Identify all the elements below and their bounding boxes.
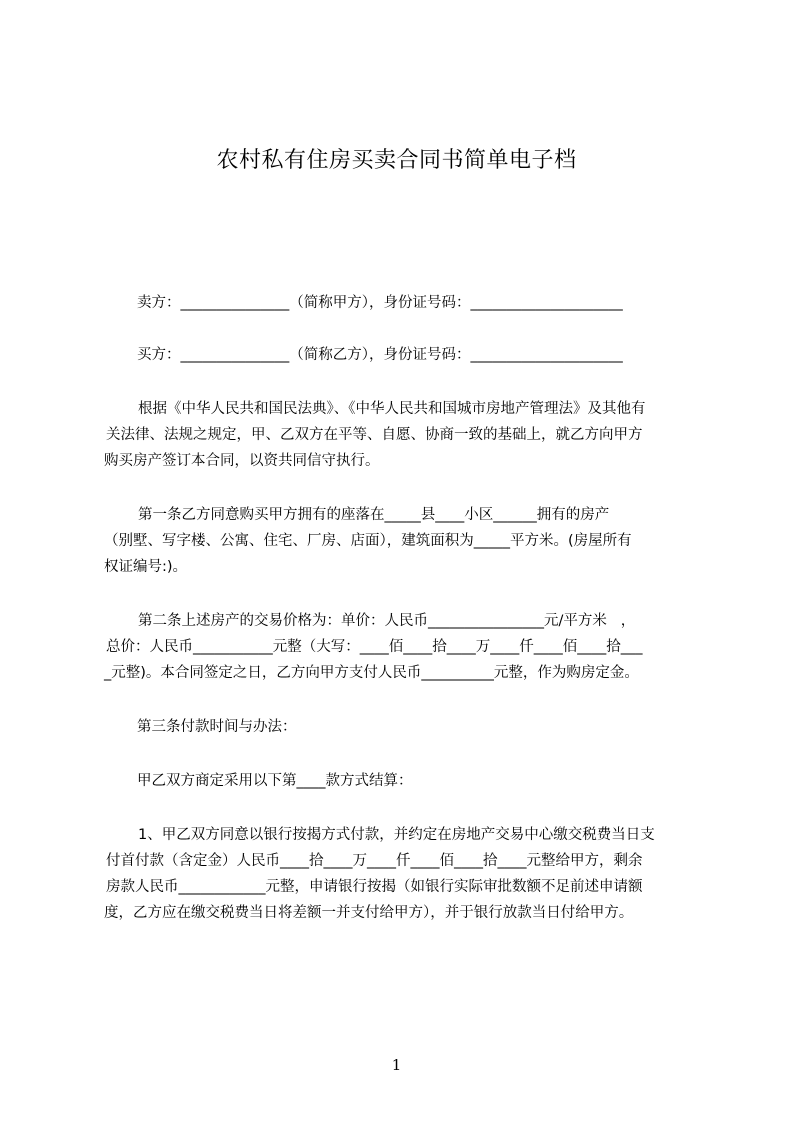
preamble-line: 购买房产签订本合同，以资共同信守执行。	[104, 453, 380, 469]
option-1-line: 度，乙方应在缴交税费当日将差额一并支付给甲方），并于银行放款当日付给甲方。	[104, 905, 634, 921]
article-2-line: 总价：人民币___________元整（大写：____佰____拾____万____仟____佰____拾___	[106, 639, 643, 655]
option-1-line: 1、甲乙双方同意以银行按揭方式付款，并约定在房地产交易中心缴交税费当日支	[138, 827, 655, 843]
option-1-line: 付首付款（含定金）人民币____拾____万____仟____佰____拾____元整给甲方，剩余	[106, 853, 643, 869]
article-2-line: 第二条上述房产的交易价格为：单价：人民币________________元/平方米 ，	[138, 613, 636, 629]
option-1-line: 房款人民币____________元整，申请银行按揭（如银行实际审批数额不足前述申请额	[106, 879, 643, 895]
document-title: 农村私有住房买卖合同书简单电子档	[216, 148, 577, 173]
article-1-line: （别墅、写字楼、公寓、住宅、厂房、店面），建筑面积为_____平方米。(房屋所有	[104, 533, 632, 549]
page-number: 1	[391, 1056, 402, 1074]
article-2-line: _元整)。本合同签定之日，乙方向甲方支付人民币__________元整，作为购房定金。	[104, 665, 639, 681]
seller-line: 卖方：_______________（简称甲方），身份证号码：_____________________	[137, 295, 623, 311]
preamble-line: 根据《中华人民共和国民法典》、《中华人民共和国城市房地产管理法》及其他有	[138, 401, 646, 417]
article-1-line: 第一条乙方同意购买甲方拥有的座落在_____县____小区______拥有的房产	[138, 507, 610, 523]
payment-method-line: 甲乙双方商定采用以下第____款方式结算：	[137, 773, 413, 789]
article-3-heading: 第三条付款时间与办法：	[137, 719, 297, 735]
buyer-line: 买方：_______________（简称乙方），身份证号码：_____________________	[137, 347, 623, 363]
article-1-line: 权证编号:)。	[104, 559, 188, 575]
preamble-line: 关法律、法规之规定，甲、乙双方在平等、自愿、协商一致的基础上，就乙方向甲方	[106, 427, 643, 443]
